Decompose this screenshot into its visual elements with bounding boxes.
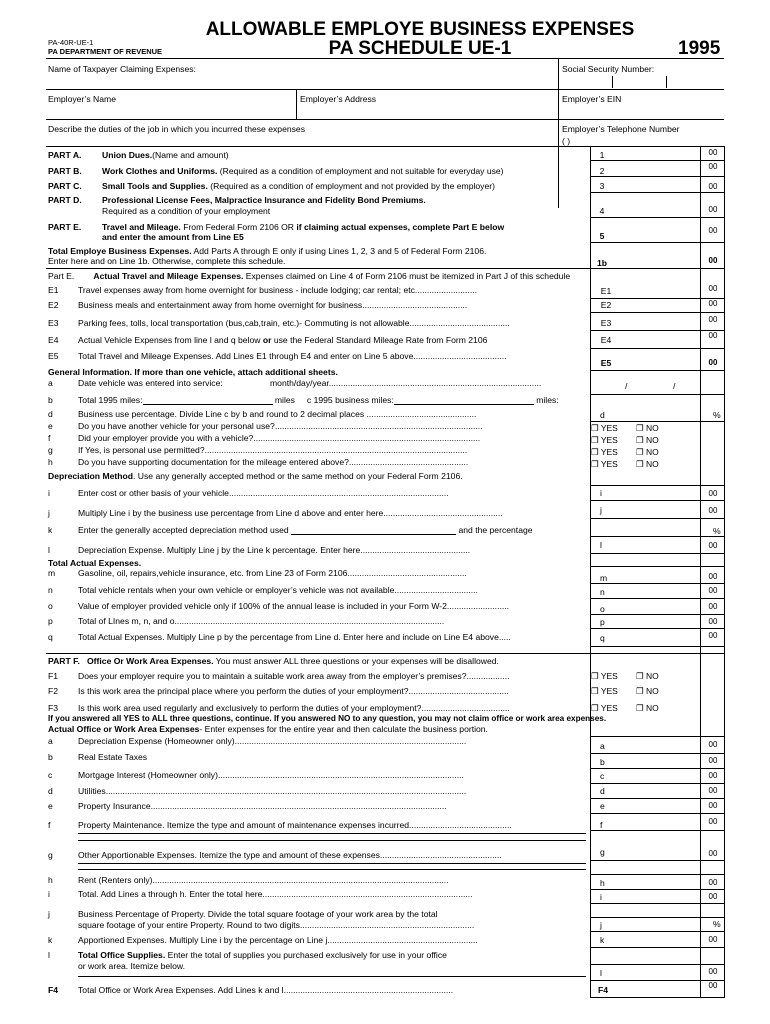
f3-label: F3 bbox=[48, 703, 59, 713]
line-e-no-checkbox[interactable]: ❐ NO bbox=[636, 423, 659, 433]
part-c-line: Small Tools and Supplies. (Required as a condition of employment and not provided by the employer) bbox=[102, 181, 495, 191]
e4-num: E4 bbox=[600, 335, 612, 345]
e2-num: E2 bbox=[600, 300, 612, 310]
e2-label: E2 bbox=[48, 300, 59, 310]
employer-phone-label: Employer’s Telephone Number bbox=[562, 124, 680, 134]
line-e-label: e bbox=[48, 421, 53, 431]
line-a-text: Date vehicle was entered into service: bbox=[78, 378, 223, 388]
f2-no-checkbox[interactable]: ❐ NO bbox=[636, 686, 659, 696]
f3-yes-checkbox[interactable]: ❐ YES bbox=[591, 703, 618, 713]
f3-no-checkbox[interactable]: ❐ NO bbox=[636, 703, 659, 713]
line-a-date-text: month/day/year......................................................................................... bbox=[270, 378, 542, 388]
line-f-label: f bbox=[48, 433, 51, 443]
part-a-line: Union Dues.(Name and amount) bbox=[102, 150, 229, 160]
line-m-label: m bbox=[48, 568, 56, 578]
line-3-num: 3 bbox=[599, 181, 605, 191]
part-a-label: PART A. bbox=[48, 150, 82, 160]
cents: 00 bbox=[708, 182, 718, 191]
cents: 00 bbox=[708, 226, 718, 235]
e5-label: E5 bbox=[48, 351, 59, 361]
line-p-text: Total of LInes m, n, and o................................................................................................................. bbox=[78, 616, 445, 626]
part-e-line: Travel and Mileage. From Federal Form 2106 OR if claiming actual expenses, complete Part E below bbox=[102, 222, 505, 232]
part-f-header: PART F. Office Or Work Area Expenses. You must answer ALL three questions or your expenses will be disallowed. bbox=[48, 656, 499, 666]
cents: 00 bbox=[708, 148, 718, 157]
line-p-num: p bbox=[600, 617, 605, 627]
office-f-num: f bbox=[600, 820, 603, 830]
line-b-text: Total 1995 miles: miles c 1995 business miles: miles: bbox=[78, 395, 559, 405]
office-b-num: b bbox=[600, 757, 605, 767]
office-g-num: g bbox=[600, 847, 605, 857]
cents: 00 bbox=[708, 331, 718, 340]
line-e-yes-checkbox[interactable]: ❐ YES bbox=[591, 423, 618, 433]
line-5-num: 5 bbox=[599, 231, 605, 241]
cents: 00 bbox=[708, 740, 718, 749]
part-d-label: PART D. bbox=[48, 195, 82, 205]
line-i-label: i bbox=[48, 488, 50, 498]
cents: 00 bbox=[708, 878, 718, 887]
line-n-num: n bbox=[600, 587, 605, 597]
f4-text: Total Office or Work Area Expenses. Add Lines k and l....................................................................... bbox=[78, 985, 454, 995]
e5-num: E5 bbox=[600, 358, 612, 368]
cents: 00 bbox=[708, 572, 718, 581]
office-i-label: i bbox=[48, 889, 50, 899]
office-j-num: j bbox=[600, 920, 602, 930]
line-g-no-checkbox[interactable]: ❐ NO bbox=[636, 447, 659, 457]
e1-num: E1 bbox=[600, 286, 612, 296]
office-a-label: a bbox=[48, 736, 53, 746]
percent-sign: % bbox=[713, 526, 721, 536]
office-b-text: Real Estate Taxes bbox=[78, 752, 148, 762]
cents: 00 bbox=[708, 489, 718, 498]
office-h-label: h bbox=[48, 875, 53, 885]
cents: 00 bbox=[708, 892, 718, 901]
office-d-num: d bbox=[600, 786, 605, 796]
f4-label: F4 bbox=[48, 985, 59, 995]
percent-sign: % bbox=[713, 919, 721, 929]
line-h-text: Do you have supporting documentation for the mileage entered above?.................................................. bbox=[78, 457, 469, 467]
line-2-num: 2 bbox=[599, 166, 605, 176]
office-a-num: a bbox=[600, 741, 605, 751]
employer-name-label: Employer’s Name bbox=[48, 94, 116, 104]
line-k-label: k bbox=[48, 525, 53, 535]
line-f-text: Did your employer provide you with a vehicle?............................................................................................... bbox=[78, 433, 481, 443]
office-d-text: Utilities....................................................................................................................................................... bbox=[78, 786, 467, 796]
office-c-num: c bbox=[600, 771, 605, 781]
office-g-label: g bbox=[48, 850, 53, 860]
line-n-label: n bbox=[48, 585, 53, 595]
office-j-label: j bbox=[48, 909, 50, 919]
e3-num: E3 bbox=[600, 318, 612, 328]
e4-label: E4 bbox=[48, 335, 59, 345]
cents: 00 bbox=[708, 162, 718, 171]
actual-office-heading: Actual Office or Work Area Expenses- Enter expenses for the entire year and then calculate the business portion. bbox=[48, 724, 488, 734]
line-h-label: h bbox=[48, 457, 53, 467]
line-o-label: o bbox=[48, 601, 53, 611]
e4-text: Actual Vehicle Expenses from line l and q below or use the Federal Standard Mileage Rate from Form 2106 bbox=[78, 335, 488, 345]
e1-label: E1 bbox=[48, 285, 59, 295]
office-a-text: Depreciation Expense (Homeowner only)................................................................................................. bbox=[78, 736, 467, 746]
line-i-text: Enter cost or other basis of your vehicle............................................................................................ bbox=[78, 488, 449, 498]
line-b-label: b bbox=[48, 395, 53, 405]
line-m-num: m bbox=[600, 573, 608, 583]
office-f-text: Property Maintenance. Itemize the type and amount of maintenance expenses incurred........................................... bbox=[78, 820, 512, 830]
cents: 00 bbox=[708, 935, 718, 944]
line-i-num: i bbox=[600, 488, 602, 498]
line-4-num: 4 bbox=[599, 206, 605, 216]
employer-ein-label: Employer’s EIN bbox=[562, 94, 622, 104]
f1-label: F1 bbox=[48, 671, 59, 681]
line-f-no-checkbox[interactable]: ❐ NO bbox=[636, 435, 659, 445]
taxpayer-name-label: Name of Taxpayer Claiming Expenses: bbox=[48, 64, 196, 74]
office-f-label: f bbox=[48, 820, 51, 830]
line-k-text: Enter the generally accepted depreciation method used and the percentage bbox=[78, 525, 533, 535]
part-e-label: PART E. bbox=[48, 222, 82, 232]
depreciation-heading: Depreciation Method. Use any generally accepted method or the same method on your Federal Form 2106. bbox=[48, 471, 463, 481]
cents: 00 bbox=[708, 205, 718, 214]
duties-label: Describe the duties of the job in which you incurred these expenses bbox=[48, 124, 306, 134]
office-e-label: e bbox=[48, 801, 53, 811]
actual-expenses-heading: Total Actual Expenses. bbox=[48, 558, 142, 568]
line-l-num: l bbox=[600, 540, 602, 550]
line-d-label: d bbox=[48, 409, 53, 419]
office-j-text1: Business Percentage of Property. Divide the total square footage of your work area by the total bbox=[78, 909, 438, 919]
e1-text: Travel expenses away from home overnight for business - include lodging; car rental; etc.......................... bbox=[78, 285, 477, 295]
phone-parens: ( ) bbox=[562, 136, 571, 146]
cents: 00 bbox=[708, 967, 718, 976]
line-q-text: Total Actual Expenses. Multiply Line p by the percentage from Line d. Enter here and include on Line E4 above..... bbox=[78, 632, 511, 642]
office-e-text: Property Insurance............................................................................................................................ bbox=[78, 801, 447, 811]
f1-text: Does your employer require you to maintain a suitable work area away from the employer’s premises?.................. bbox=[78, 671, 510, 681]
cents: 00 bbox=[708, 756, 718, 765]
cents: 00 bbox=[708, 771, 718, 780]
office-j-text2: square footage of your entire Property. Round to two digits......................................................................... bbox=[78, 920, 475, 930]
f2-text: Is this work area the principal place where you perform the duties of your employment?.......................................... bbox=[78, 686, 509, 696]
line-f-yes-checkbox[interactable]: ❐ YES bbox=[591, 435, 618, 445]
line-h-no-checkbox[interactable]: ❐ NO bbox=[636, 459, 659, 469]
line-1-num: 1 bbox=[599, 150, 605, 160]
office-c-text: Mortgage Interest (Homeowner only)....................................................................................................... bbox=[78, 770, 464, 780]
cents: 00 bbox=[708, 256, 718, 265]
cents: 00 bbox=[708, 981, 718, 990]
part-b-label: PART B. bbox=[48, 166, 82, 176]
cents: 00 bbox=[708, 602, 718, 611]
f2-label: F2 bbox=[48, 686, 59, 696]
form-title: ALLOWABLE EMPLOYE BUSINESS EXPENSES PA SCHEDULE UE-1 bbox=[205, 19, 635, 59]
employer-address-label: Employer’s Address bbox=[300, 94, 377, 104]
cents: 00 bbox=[708, 786, 718, 795]
part-c-label: PART C. bbox=[48, 181, 82, 191]
total-line: Total Employe Business Expenses. Add Parts A through E only if using Lines 1, 2, 3 and 5 of Federal Form 2106. bbox=[48, 246, 487, 256]
tax-year: 1995 bbox=[678, 38, 721, 59]
cents: 00 bbox=[708, 586, 718, 595]
line-a-label: a bbox=[48, 378, 53, 388]
cents: 00 bbox=[708, 315, 718, 324]
part-d-text: Required as a condition of your employment bbox=[102, 206, 271, 216]
office-c-label: c bbox=[48, 770, 53, 780]
cents: 00 bbox=[708, 801, 718, 810]
office-k-num: k bbox=[600, 935, 605, 945]
line-h-yes-checkbox[interactable]: ❐ YES bbox=[591, 459, 618, 469]
line-g-label: g bbox=[48, 445, 53, 455]
office-k-label: k bbox=[48, 935, 53, 945]
cents: 00 bbox=[708, 617, 718, 626]
office-e-num: e bbox=[600, 801, 605, 811]
office-b-label: b bbox=[48, 752, 53, 762]
percent-sign: % bbox=[713, 410, 721, 420]
form-id: PA-40R-UE-1 bbox=[48, 38, 94, 47]
line-d-text: Business use percentage. Divide Line c by b and round to 2 decimal places .............................................. bbox=[78, 409, 477, 419]
line-q-num: q bbox=[600, 633, 605, 643]
cents: 00 bbox=[708, 631, 718, 640]
cents: 00 bbox=[708, 358, 718, 367]
f1-no-checkbox[interactable]: ❐ NO bbox=[636, 671, 659, 681]
line-g-yes-checkbox[interactable]: ❐ YES bbox=[591, 447, 618, 457]
e2-text: Business meals and entertainment away from home overnight for business............................................ bbox=[78, 300, 468, 310]
cents: 00 bbox=[708, 817, 718, 826]
office-h-text: Rent (Renters only)............................................................................................................................ bbox=[78, 875, 449, 885]
cents: 00 bbox=[708, 299, 718, 308]
line-o-text: Value of employer provided vehicle only if 100% of the annual lease is included in your Form W-2.......................... bbox=[78, 601, 510, 611]
line-j-num: j bbox=[600, 505, 602, 515]
office-g-text: Other Apportionable Expenses. Itemize the type and amount of these expenses................................................... bbox=[78, 850, 502, 860]
part-e-detail-header: Part E. Actual Travel and Mileage Expenses. Expenses claimed on Line 4 of Form 2106 must be itemized in Part J of this schedule bbox=[48, 271, 571, 281]
line-g-text: If Yes, is personal use permitted?.............................................................................................................. bbox=[78, 445, 468, 455]
line-q-label: q bbox=[48, 632, 53, 642]
e3-text: Parking fees, tolls, local transportation (bus,cab,train, etc.)- Commuting is not allowable.......................................... bbox=[78, 318, 510, 328]
date-slash: / bbox=[673, 381, 676, 391]
e3-label: E3 bbox=[48, 318, 59, 328]
date-slash: / bbox=[625, 381, 628, 391]
line-n-text: Total vehicle rentals when your own vehicle or employer’s vehicle was not available................................... bbox=[78, 585, 478, 595]
office-l-label: l bbox=[48, 950, 50, 960]
department: PA DEPARTMENT OF REVENUE bbox=[48, 47, 163, 56]
cents: 00 bbox=[708, 506, 718, 515]
ssn-label: Social Security Number: bbox=[562, 64, 655, 74]
line-p-label: p bbox=[48, 616, 53, 626]
office-i-text: Total. Add Lines a through h. Enter the total here........................................................................................ bbox=[78, 889, 473, 899]
part-d-title: Professional License Fees, Malpractice Insurance and Fidelity Bond Premiums. bbox=[102, 195, 426, 205]
line-j-text: Multiply Line i by the business use percentage from Line d above and enter here.................................................. bbox=[78, 508, 503, 518]
line-1b-num: 1b bbox=[596, 258, 608, 268]
line-l-label: l bbox=[48, 545, 50, 555]
f2-yes-checkbox[interactable]: ❐ YES bbox=[591, 686, 618, 696]
f1-yes-checkbox[interactable]: ❐ YES bbox=[591, 671, 618, 681]
part-f-warning: If you answered all YES to ALL three questions, continue. If you answered NO to any question, you may not claim office or work area expenses. bbox=[48, 714, 607, 723]
office-k-text: Apportioned Expenses. Multiply Line i by the percentage on Line j............................................................... bbox=[78, 935, 478, 945]
office-l-text2: or work area. Itemize below. bbox=[78, 961, 185, 971]
office-l-text: Total Office Supplies. Enter the total of supplies you purchased exclusively for use in your office bbox=[78, 950, 447, 960]
cents: 00 bbox=[708, 284, 718, 293]
office-h-num: h bbox=[600, 878, 605, 888]
office-i-num: i bbox=[600, 892, 602, 902]
office-l-num: l bbox=[600, 968, 602, 978]
part-e-line2: and enter the amount from Line E5 bbox=[102, 232, 244, 242]
line-o-num: o bbox=[600, 604, 605, 614]
total-line2: Enter here and on Line 1b. Otherwise, complete this schedule. bbox=[48, 256, 286, 266]
line-j-label: j bbox=[48, 508, 50, 518]
office-d-label: d bbox=[48, 786, 53, 796]
cents: 00 bbox=[708, 849, 718, 858]
line-l-text: Depreciation Expense. Multiply Line j by the Line k percentage. Enter here.............................................. bbox=[78, 545, 471, 555]
f4-num: F4 bbox=[598, 985, 609, 995]
line-m-text: Gasoline, oil, repairs,vehicle insurance, etc. from Line 23 of Form 2106.................................................. bbox=[78, 568, 467, 578]
general-heading: General Information. If more than one vehicle, attach additional sheets. bbox=[48, 367, 338, 377]
cents: 00 bbox=[708, 541, 718, 550]
line-d-num: d bbox=[600, 410, 605, 420]
line-e-text: Do you have another vehicle for your personal use?....................................................................................... bbox=[78, 421, 483, 431]
part-b-line: Work Clothes and Uniforms. (Required as a condition of employment and not suitable for everyday use) bbox=[102, 166, 504, 176]
e5-text: Total Travel and Mileage Expenses. Add Lines E1 through E4 and enter on Line 5 above....................................... bbox=[78, 351, 507, 361]
f3-text: Is this work area used regularly and exclusively to perform the duties of your employment?..................................... bbox=[78, 703, 510, 713]
